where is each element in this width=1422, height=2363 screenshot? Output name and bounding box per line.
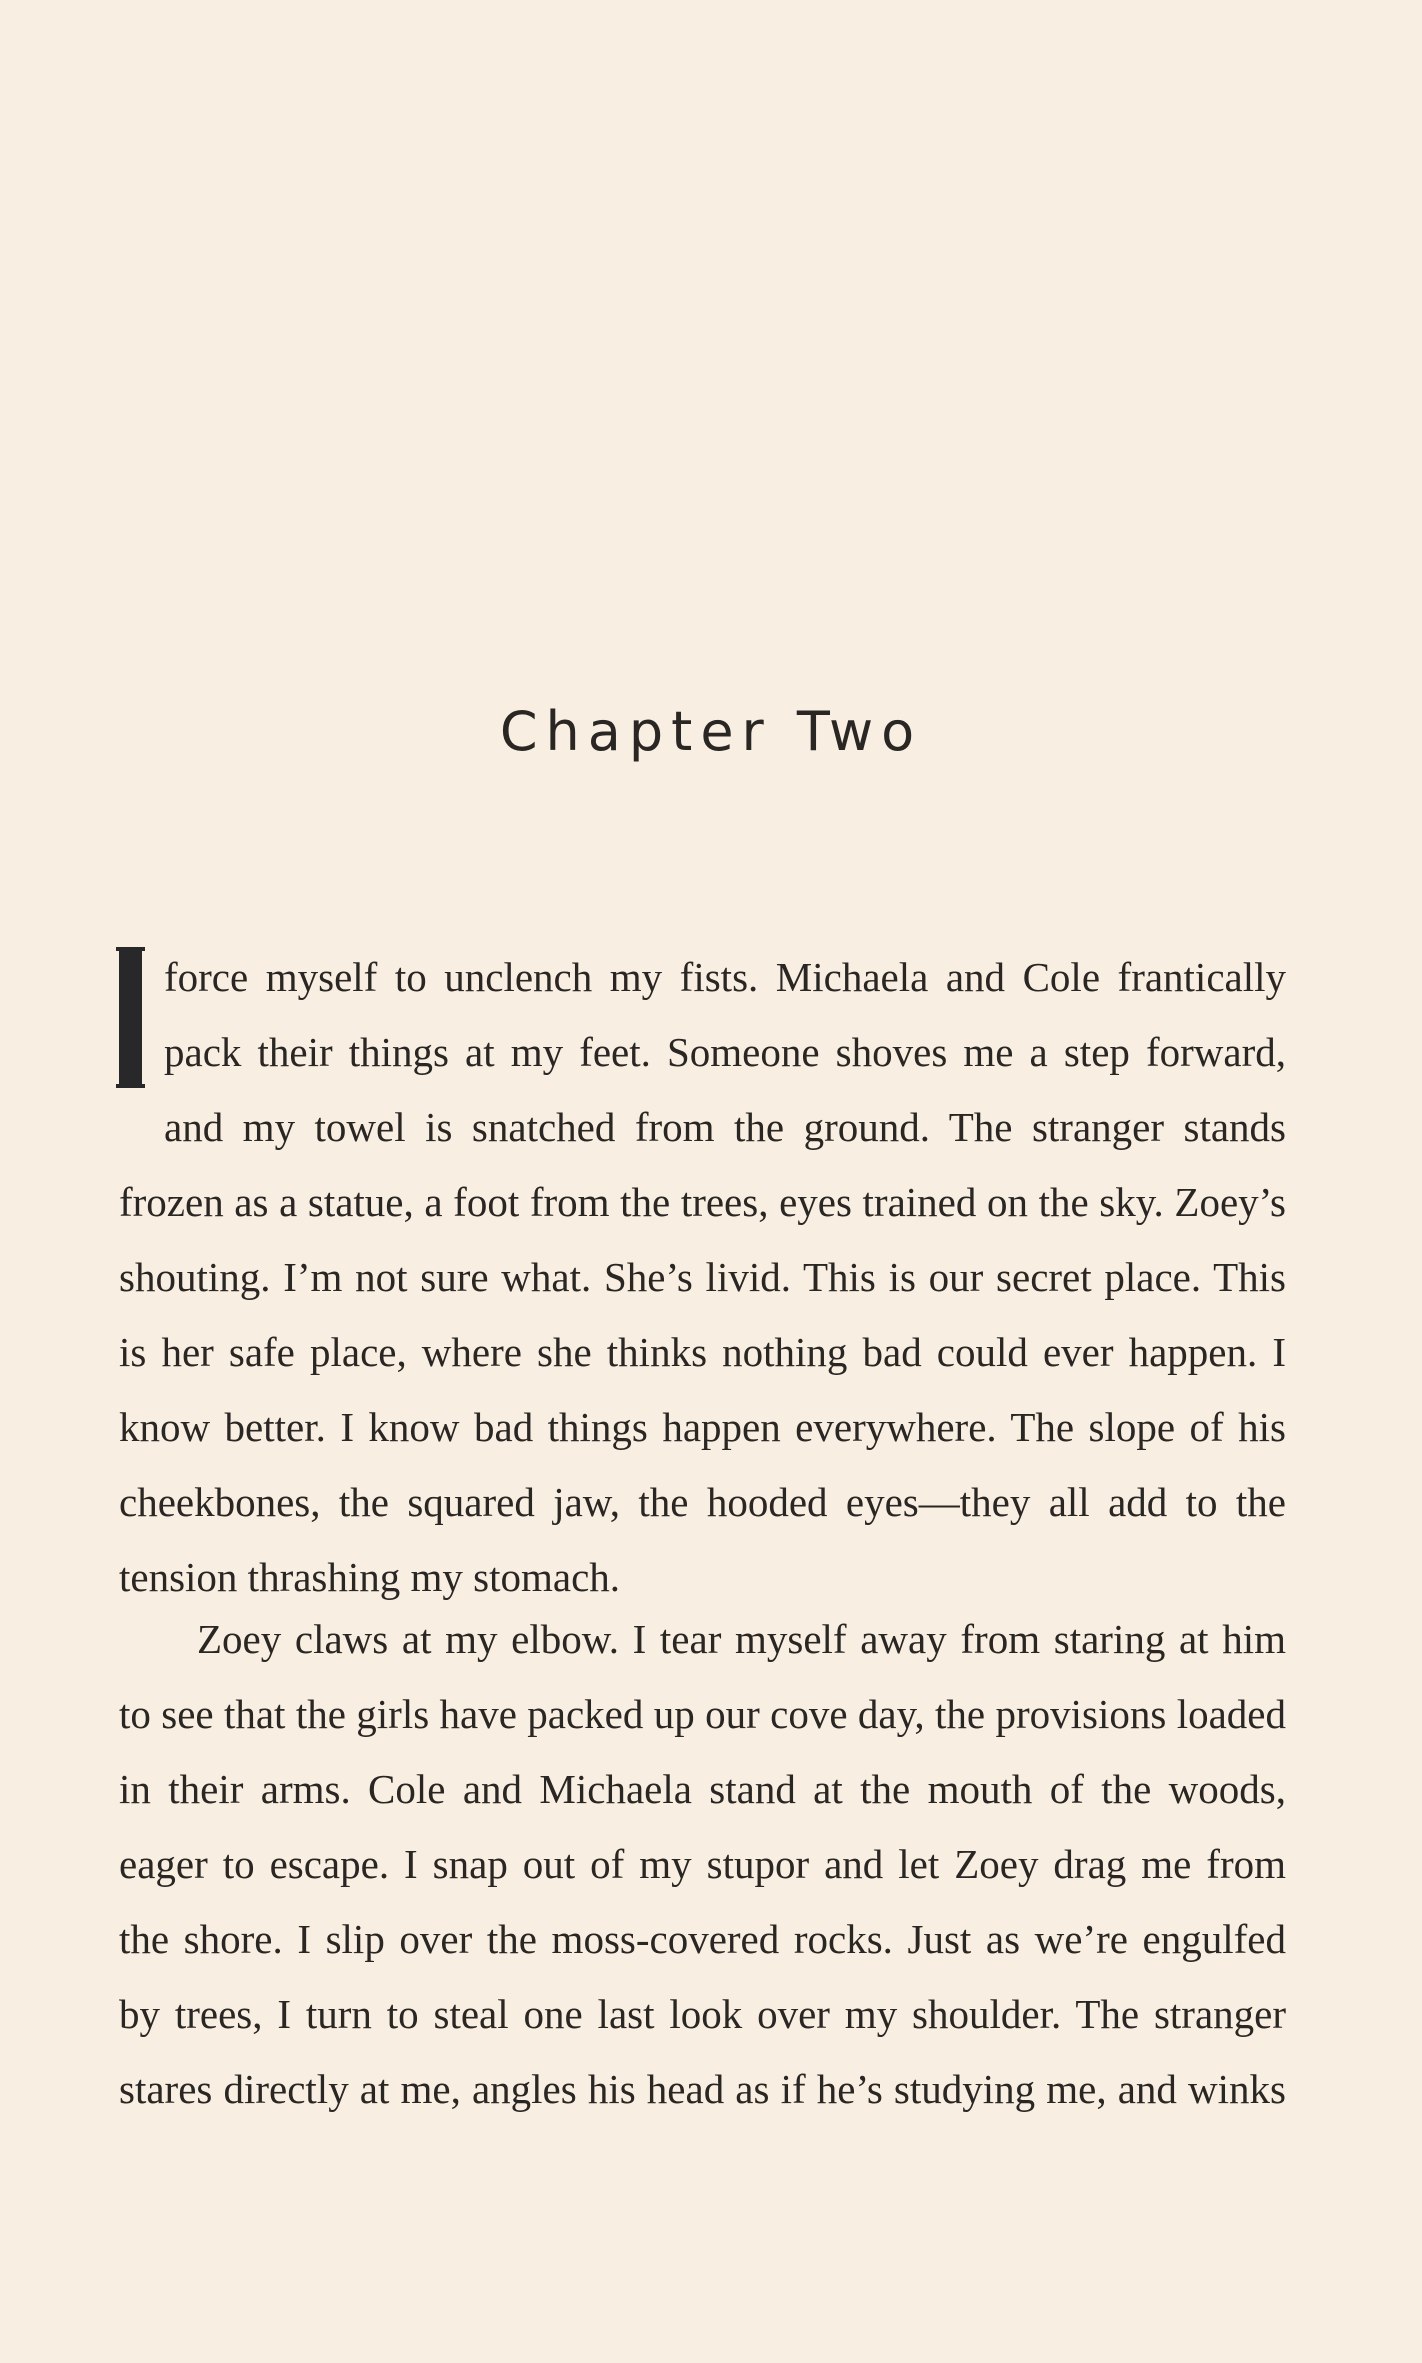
text-line: tension thrashing my stomach. [119,1554,621,1600]
paragraph-2 [119,1602,1286,2127]
text-line: by trees, I turn to steal one last look over my shoulder. The stranger [119,1991,1286,2037]
text-line: Zoey claws at my elbow. I tear myself away from staring at him [197,1616,1286,1662]
text-line: is her safe place, where she thinks nothing bad could ever happen. I [119,1329,1286,1375]
text-line: eager to escape. I snap out of my stupor and let Zoey drag me from [119,1841,1286,1887]
text-line: stares directly at me, angles his head as if he’s studying me, and winks [119,2066,1286,2112]
text-line: shouting. I’m not sure what. She’s livid. This is our secret place. This [119,1254,1286,1300]
text-line: force myself to unclench my fists. Michaela and Cole frantically [164,954,1286,1000]
paragraph-1 [119,940,1286,1615]
text-line: frozen as a statue, a foot from the trees, eyes trained on the sky. Zoey’s [119,1179,1286,1225]
text-line: and my towel is snatched from the ground. The stranger stands [164,1104,1286,1150]
text-line: to see that the girls have packed up our cove day, the provisions loaded [119,1691,1286,1737]
chapter-title: Chapter Two [499,700,923,763]
text-line: know better. I know bad things happen everywhere. The slope of his [119,1404,1286,1450]
text-line: the shore. I slip over the moss-covered rocks. Just as we’re engulfed [119,1916,1286,1962]
text-line: in their arms. Cole and Michaela stand at the mouth of the woods, [119,1766,1286,1812]
text-line: cheekbones, the squared jaw, the hooded eyes—they all add to the [119,1479,1286,1525]
text-line: pack their things at my feet. Someone shoves me a step forward, [164,1029,1286,1075]
